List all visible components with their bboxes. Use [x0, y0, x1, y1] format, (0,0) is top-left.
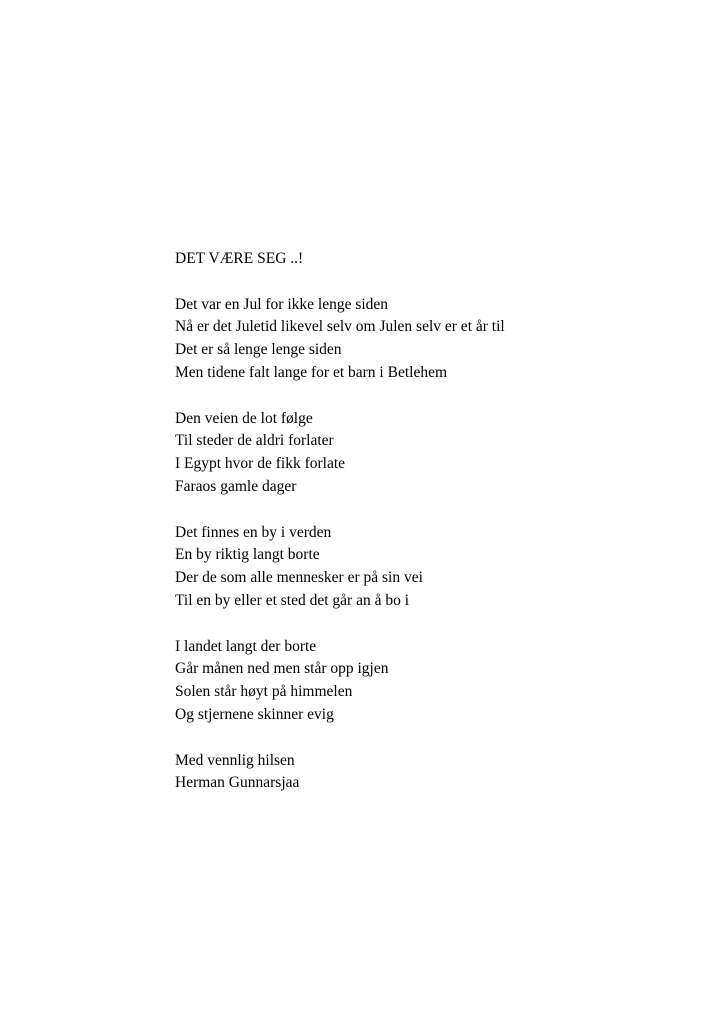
poem-line: Går månen ned men står opp igjen [175, 660, 389, 678]
closing-line: Med vennlig hilsen [175, 751, 295, 769]
poem-title: DET VÆRE SEG ..! [175, 250, 304, 267]
poem-line: Det er så lenge lenge siden [175, 341, 342, 359]
poem-line: Faraos gamle dager [175, 477, 297, 495]
stanza-1 [175, 294, 675, 385]
poem-line: Det finnes en by i verden [175, 523, 332, 541]
poem-line: Det var en Jul for ikke lenge siden [175, 295, 389, 313]
stanza-3 [175, 522, 675, 613]
stanza-2 [175, 408, 675, 499]
poem-line: Solen står høyt på himmelen [175, 683, 353, 701]
poem-line: En by riktig langt borte [175, 546, 320, 564]
poem-line: I Egypt hvor de fikk forlate [175, 455, 346, 473]
poem-line: I landet langt der borte [175, 637, 317, 655]
signature-block [175, 750, 675, 796]
poem-line: Nå er det Juletid likevel selv om Julen selv er et år til [175, 318, 505, 336]
poem-line: Den veien de lot følge [175, 409, 313, 427]
author-name: Herman Gunnarsjaa [175, 774, 300, 792]
poem-line: Og stjernene skinner evig [175, 705, 334, 723]
poem-body [175, 248, 675, 795]
stanza-4 [175, 636, 675, 727]
poem-line: Til steder de aldri forlater [175, 432, 334, 450]
poem-line: Der de som alle mennesker er på sin vei [175, 569, 423, 587]
poem-line: Men tidene falt lange for et barn i Betlehem [175, 363, 448, 381]
poem-line: Til en by eller et sted det går an å bo i [175, 591, 410, 609]
